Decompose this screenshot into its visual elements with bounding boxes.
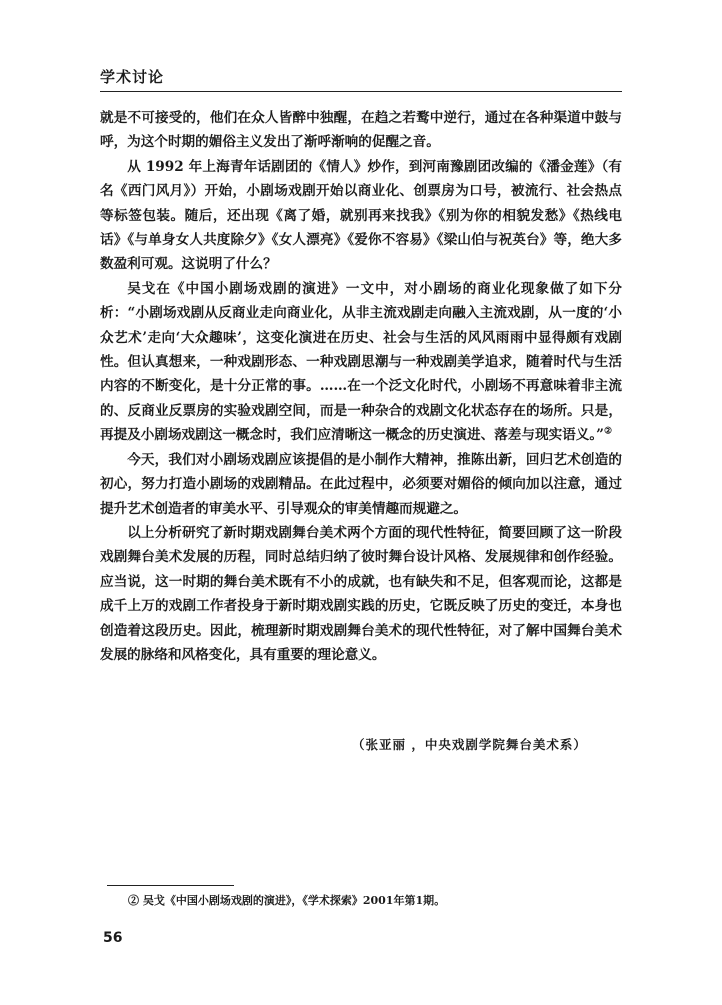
paragraph-2 [100,155,622,277]
author-signature: （张亚丽 ，中央戏剧学院舞台美术系） [352,737,587,752]
body-text [100,106,622,667]
paragraph-3 [100,277,622,448]
paragraph-1-text: 就是不可接受的，他们在众人皆醉中独醒，在趋之若鹜中逆行，通过在各种渠道中鼓与呼，为这个时期的媚俗主义发出了渐呼渐响的促醒之音。 [100,110,622,151]
paragraph-2-text: 从 1992 年上海青年话剧团的《情人》炒作，到河南豫剧团改编的《潘金莲》（有名《西门风月》）开始，小剧场戏剧开始以商业化、创票房为口号，被流行、社会热点等标签包装。随后，还出现《离了婚，就别再来找我》《别为你的相貌发愁》《热线电话》《与单身女人共度除夕》《女人漂亮》《爱你不容易》《梁山伯与祝英台》等，绝大多数盈利可观。这说明了什么？ [100,158,622,273]
paragraph-4 [100,448,622,521]
paragraph-4-text: 今天，我们对小剧场戏剧应该提倡的是小制作大精神，推陈出新，回归艺术创造的初心，努力打造小剧场的戏剧精品。在此过程中，必须要对媚俗的倾向加以注意，通过提升艺术创造者的审美水平、引导观众的审美情趣而规避之。 [100,451,622,517]
paragraph-3-text: 吴戈在《中国小剧场戏剧的演进》一文中，对小剧场的商业化现象做了如下分析：“小剧场戏剧从反商业走向商业化，从非主流戏剧走向融入主流戏剧，从一度的‘小众艺术’走向‘大众趣味’，这变化演进在历史、社会与生活的风风雨雨中显得颇有戏剧性。但认真想来，一种戏剧形态、一种戏剧思潮与一种戏剧美学追求，随着时代与生活内容的不断变化，是十分正常的事。……在一个泛文化时代，小剧场不再意味着非主流的、反商业反票房的实验戏剧空间，而是一种杂合的戏剧文化状态存在的场所。只是，再提及小剧场戏剧这一概念时，我们应清晰这一概念的历史演进、落差与现实语义。” [100,280,622,444]
page-number: 56 [103,930,123,946]
footnote: ② 吴戈《中国小剧场戏剧的演进》，《学术探索》2001年第1期。 [128,894,446,907]
section-title: 学术讨论 [100,68,165,86]
header-rule [100,91,622,92]
paragraph-1 [100,106,622,155]
paragraph-5 [100,521,622,667]
footnote-rule [107,885,234,886]
paragraph-5-text: 以上分析研究了新时期戏剧舞台美术两个方面的现代性特征，简要回顾了这一阶段戏剧舞台美术发展的历程，同时总结归纳了彼时舞台设计风格、发展规律和创作经验。应当说，这一时期的舞台美术既有不小的成就，也有缺失和不足，但客观而论，这都是成千上万的戏剧工作者投身于新时期戏剧实践的历史，它既反映了历史的变迁，本身也创造着这段历史。因此，梳理新时期戏剧舞台美术的现代性特征，对了解中国舞台美术发展的脉络和风格变化，具有重要的理论意义。 [100,524,622,663]
footnote-reference[interactable]: ② [604,426,613,437]
